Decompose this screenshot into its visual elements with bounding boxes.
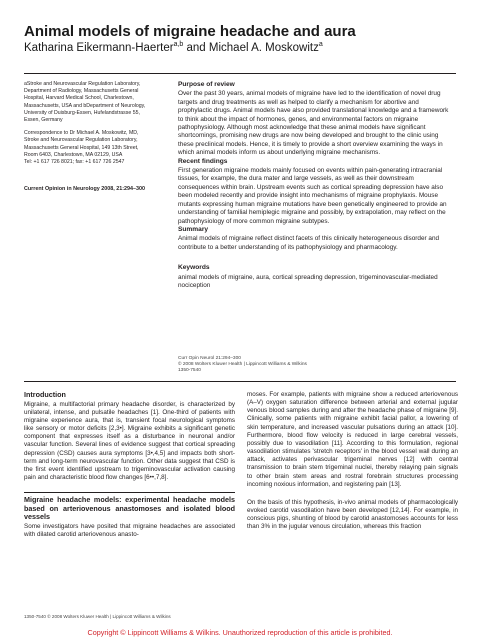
section-heading: Migraine headache models: experimental headache models based on arteriovenous anastomoses and isolated blood vessels: [24, 495, 235, 522]
body-column-left: [24, 391, 235, 539]
keywords-text: animal models of migraine, aura, cortical spreading depression, trigeminovascular-mediated nociception: [178, 273, 438, 289]
affiliation-marker-2: a: [318, 41, 323, 48]
body-paragraph: On the basis of this hypothesis, in-vivo animal models of pharmacologically evoked carotid vasodilation have been developed [12,14]. For example, in conscious pigs, shunting of blood by carotid anastomoses accounts for less than 3% in the jugular venous circulation, whereas this fraction: [247, 498, 458, 531]
summary-heading: Summary: [178, 225, 209, 233]
author-list: [24, 41, 323, 54]
affiliation-marker-1: a,b: [173, 41, 184, 48]
affiliation-line: Massachusetts, USA and bDepartment of Neurology,: [24, 102, 146, 109]
purpose-text: Over the past 30 years, animal models of migraine have led to the identification of novel drug targets and drug treatments as well as helped to clarify a mechanism for abortive and prophylactic drugs. Animal models have also provided translational knowledge and a framework to think about the impact of hormones, genes, and environmental factors on migraine pathophysiology. Although most acknowledge that these animal models have significant shortcomings, promising new drugs are now being developed and brought to the clinic using these preclinical models. Hence, it is timely to provide a short overview examining the ways in which animal models inform us about underlying migraine mechanisms.: [178, 90, 449, 157]
citation-line: Curr Opin Neurol 21:294–300: [178, 356, 241, 361]
affiliation-column: [24, 81, 148, 199]
findings-text: First generation migraine models mainly focused on events within pain-generating intracranial tissues, for example, the dura mater and large vessels, as well as their downstream consequences within brain. Upstream events such as cortical spreading depression have also been modeled recently and provide insight into mechanisms of migraine prophylaxis. Mouse mutants expressing human migraine mutations have been genetically engineered to provide an understanding of familial hemiplegic migraine and possibly, by extrapolation, may reflect on the pathophysiology of more common migraine subtypes.: [178, 167, 447, 225]
citation-line: © 2008 Wolters Kluwer Health | Lippincott Williams & Wilkins: [178, 362, 307, 368]
purpose-heading: Purpose of review: [178, 81, 235, 88]
affiliation-line: Essen, Germany: [24, 117, 63, 124]
header-divider: [24, 73, 456, 74]
affiliation-line: Department of Radiology, Massachusetts General: [24, 88, 139, 95]
summary-text: Animal models of migraine reflect distinct facets of this clinically heterogeneous disorder and contribute to a better understanding of its pathophysiology and pharmacology.: [178, 235, 440, 251]
affiliation-line: aStroke and Neurovascular Regulation Laboratory,: [24, 81, 141, 87]
author-name-1: Katharina Eikermann-Haerter: [24, 41, 174, 54]
issn-footer: 1350-7540 © 2008 Wolters Kluwer Health | Lippincott Williams & Wilkins: [24, 614, 171, 619]
intro-heading: Introduction: [24, 390, 66, 399]
citation-block: [178, 356, 454, 375]
body-paragraph: moses. For example, patients with migraine show a reduced arteriovenous (A–V) oxygen saturation difference between arterial and external jugular venous blood samples during and after the headache phase of migraine [9]. Clinically, some patients with migraine exhibit facial pallor, a lowering of skin temperature, and increased vascular pulsations during an attack [10]. Furthermore, blood flow velocity is reduced in large cerebral vessels, possibly due to vasodilation [11]. According to this formulation, regional vasodilation stimulates 'stretch receptors' in the blood vessel wall during an attack, activates perivascular trigeminal nerves [12] with central transmission to brain stem trigeminal nuclei, thereby relaying pain signals to other brain stem areas and rostral forebrain structures processing incoming noxious information, and registering pain [13].: [247, 391, 458, 488]
affiliation-line: Hospital, Harvard Medical School, Charlestown,: [24, 95, 134, 102]
section-text: Some investigators have posited that migraine headaches are associated with dilated carotid arteriovenous anasto-: [24, 522, 235, 539]
abstract-divider: [24, 381, 456, 382]
abstract: [178, 81, 454, 290]
affiliation-line: University of Duisburg-Essen, Hufelandstrasse 55,: [24, 109, 140, 116]
body-column-right: [247, 391, 458, 538]
article-title: Animal models of migraine headache and aura: [24, 23, 356, 40]
keywords-heading: Keywords: [178, 264, 210, 272]
findings-heading: Recent findings: [178, 157, 228, 165]
correspondence-line: Correspondence to Dr Michael A. Moskowitz, MD,: [24, 130, 139, 137]
affiliation-block: [24, 81, 148, 124]
copyright-notice: Copyright © Lippincott Williams & Wilkins. Unauthorized reproduction of this article is prohibited.: [87, 628, 393, 637]
correspondence-line: Stroke and Neurovascular Regulation Laboratory,: [24, 137, 138, 144]
journal-reference: Current Opinion in Neurology 2008, 21:294–300: [24, 186, 146, 193]
correspondence-block: [24, 130, 148, 166]
correspondence-line: Tel: +1 617 726 8021; fax: +1 617 726 2547: [24, 159, 125, 166]
section-divider: [24, 492, 235, 493]
intro-text: Migraine, a multifactorial primary headache disorder, is characterized by unilateral, intense, and pulsatile headaches [1]. One-third of patients with migraine experience aura, that is, transient focal neurological symptoms like sensory or motor deficits [2,3•]. Migraine exhibits a significant genetic component that expresses itself as a disturbance in neuronal and/or vascular function. Several lines of evidence suggest that cortical spreading depression (CSD) causes aura symptoms [3•,4,5] and impacts both short-term and long-term neurovascular function. Other data suggest that CSD is the first event identified upstream to trigeminovascular activation causing pain and characteristic blood flow changes [6••,7,8].: [24, 400, 235, 481]
correspondence-line: Room 6403, Charlestown, MA 02129, USA: [24, 151, 123, 158]
correspondence-line: Massachusetts General Hospital, 149 13th Street,: [24, 144, 139, 151]
citation-line: 1350-7540: [178, 368, 201, 374]
author-name-2: and Michael A. Moskowitz: [183, 41, 319, 54]
